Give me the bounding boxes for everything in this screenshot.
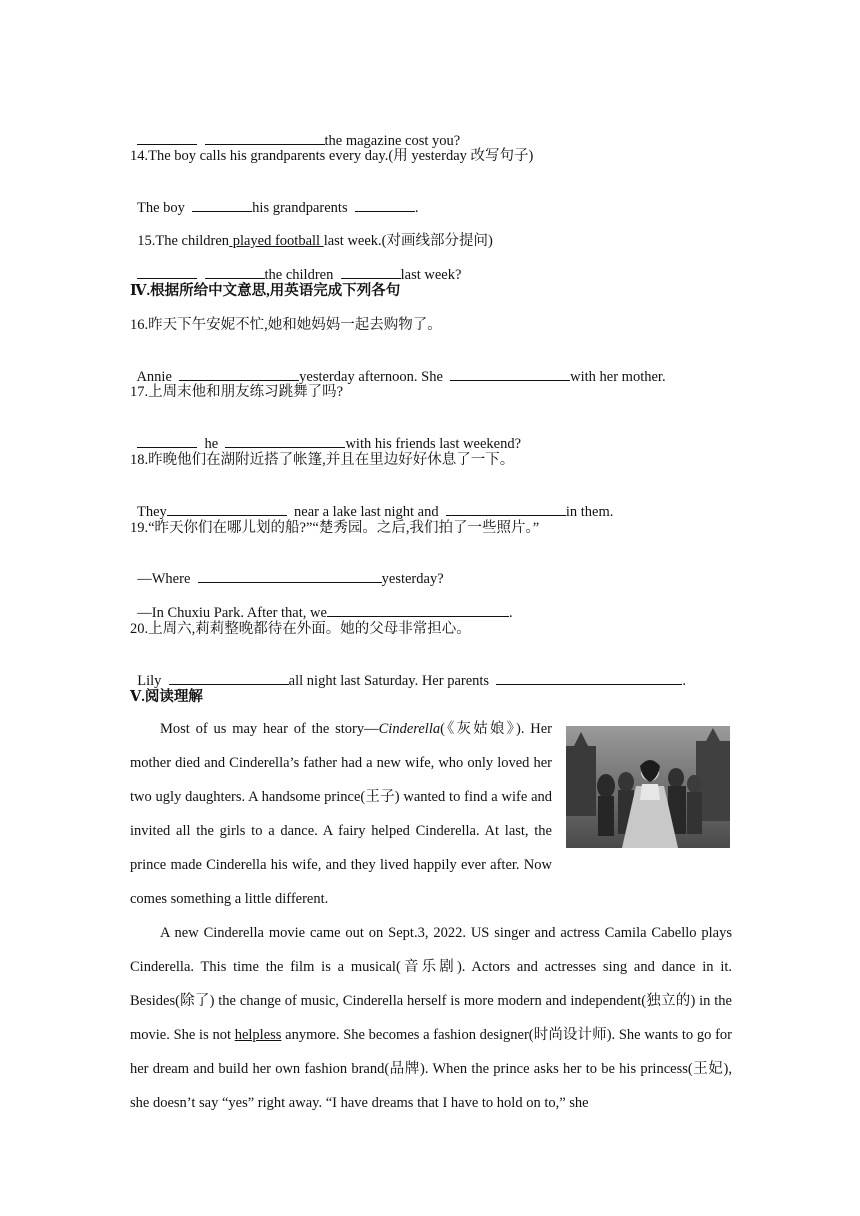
- answer-blank[interactable]: [205, 132, 325, 145]
- answer-blank[interactable]: [205, 266, 265, 279]
- answer-blank[interactable]: [327, 604, 509, 617]
- q20-answer-line: [130, 654, 686, 690]
- q18-text-1: They: [137, 504, 167, 520]
- answer-blank[interactable]: [355, 199, 415, 212]
- q16-text-2: yesterday afternoon. She: [299, 369, 443, 385]
- q13-answer-line: [130, 114, 460, 150]
- q15-underlined-phrase: played football: [229, 233, 324, 249]
- reading-title-italic: Cinderella: [378, 721, 441, 737]
- q19-chinese: 19.“昨天你们在哪儿划的船?”“楚秀园。之后,我们拍了一些照片。”: [130, 520, 540, 536]
- q15-text-end: last week?: [400, 267, 462, 283]
- q15-answer-line: [130, 248, 461, 284]
- answer-blank[interactable]: [167, 503, 287, 516]
- q18-text-2: near a lake last night and: [294, 504, 439, 520]
- q19-text-1: —Where: [137, 571, 191, 587]
- q19-text-3: —In Chuxiu Park. After that, we: [137, 605, 327, 621]
- q19-text-4: .: [508, 605, 513, 621]
- answer-blank[interactable]: [450, 368, 570, 381]
- reading-p1-start: Most of us may hear of the story—: [160, 721, 379, 737]
- q17-chinese: 17.上周末他和朋友练习跳舞了吗?: [130, 384, 344, 400]
- q18-answer-line: [130, 485, 613, 521]
- q16-answer-line: [130, 350, 666, 386]
- q16-text-1: Annie: [136, 369, 172, 385]
- q15-text-mid: the children: [264, 267, 334, 283]
- answer-blank[interactable]: [192, 199, 252, 212]
- answer-blank[interactable]: [137, 435, 197, 448]
- answer-blank[interactable]: [179, 368, 299, 381]
- q14-prompt: 14.The boy calls his grandparents every day.(用 yesterday 改写句子): [130, 148, 534, 164]
- answer-blank[interactable]: [446, 503, 566, 516]
- answer-blank[interactable]: [137, 266, 197, 279]
- q14-text-mid: his grandparents: [252, 200, 348, 216]
- q14-text-end: .: [414, 200, 419, 216]
- answer-blank[interactable]: [225, 435, 345, 448]
- photo-illustration: [566, 726, 730, 848]
- answer-blank[interactable]: [496, 672, 682, 685]
- answer-blank[interactable]: [169, 672, 289, 685]
- answer-blank[interactable]: [341, 266, 401, 279]
- answer-blank[interactable]: [198, 570, 382, 583]
- reading-p2-rest: anymore. She becomes a fashion designer(时尚设计师). She wants to go for her dream and build her own fashion brand(品牌). When the prince asks her to be his princess(王妃), she doesn’t say “yes” right away. “I have dreams that I have to hold on to,” she: [130, 1027, 732, 1111]
- reading-underlined-word: helpless: [234, 1027, 282, 1043]
- q15-prompt: [130, 214, 493, 250]
- reading-paragraph-1: [130, 712, 552, 916]
- q17-text-1: he: [204, 436, 219, 452]
- q14-text-start: The boy: [137, 200, 185, 216]
- q20-text-2: all night last Saturday. Her parents: [288, 673, 490, 689]
- q20-text-3: .: [682, 673, 686, 689]
- q15-prompt-end: last week.(对画线部分提问): [323, 233, 493, 249]
- q19-text-2: yesterday?: [381, 571, 444, 587]
- q17-answer-line: [130, 417, 521, 453]
- q16-text-3: with her mother.: [570, 369, 666, 385]
- q19-answer-line-2: [130, 586, 513, 622]
- cinderella-movie-photo: [566, 726, 730, 848]
- section-4-title: Ⅳ.根据所给中文意思,用英语完成下列各句: [130, 283, 401, 299]
- q17-text-2: with his friends last weekend?: [345, 436, 522, 452]
- q19-answer-line-1: [130, 552, 444, 588]
- q18-text-3: in them.: [565, 504, 614, 520]
- reading-paragraph-2: [130, 916, 732, 1120]
- q18-chinese: 18.昨晚他们在湖附近搭了帐篷,并且在里边好好休息了一下。: [130, 452, 515, 468]
- q13-tail: the magazine cost you?: [324, 133, 461, 149]
- q20-text-1: Lily: [137, 673, 162, 689]
- section-5-title: Ⅴ.阅读理解: [130, 689, 203, 705]
- q20-chinese: 20.上周六,莉莉整晚都待在外面。她的父母非常担心。: [130, 621, 471, 637]
- q14-answer-line: [130, 181, 418, 217]
- reading-p2-start: A new Cinderella movie came out on Sept.3, 2022. US singer and actress Camila Cabello plays Cinderella. This time the film is a musical(音乐剧). Actors and actresses sing and dance in it. Besides(除了) the change of music, Cinderella herself is more modern and independent(独立的) in the movie. She is not: [130, 925, 732, 1043]
- q15-prompt-start: 15.The children: [137, 233, 230, 249]
- answer-blank[interactable]: [137, 132, 197, 145]
- q16-chinese: 16.昨天下午安妮不忙,她和她妈妈一起去购物了。: [130, 317, 442, 333]
- reading-p1-rest: (《灰姑娘》). Her mother died and Cinderella’s father had a new wife, who only loved her two ugly daughters. A handsome prince(王子) wanted to find a wife and invited all the girls to a dance. A fairy helped Cinderella. At last, the prince made Cinderella his wife, and they lived happily ever after. Now comes something a little different.: [130, 721, 552, 907]
